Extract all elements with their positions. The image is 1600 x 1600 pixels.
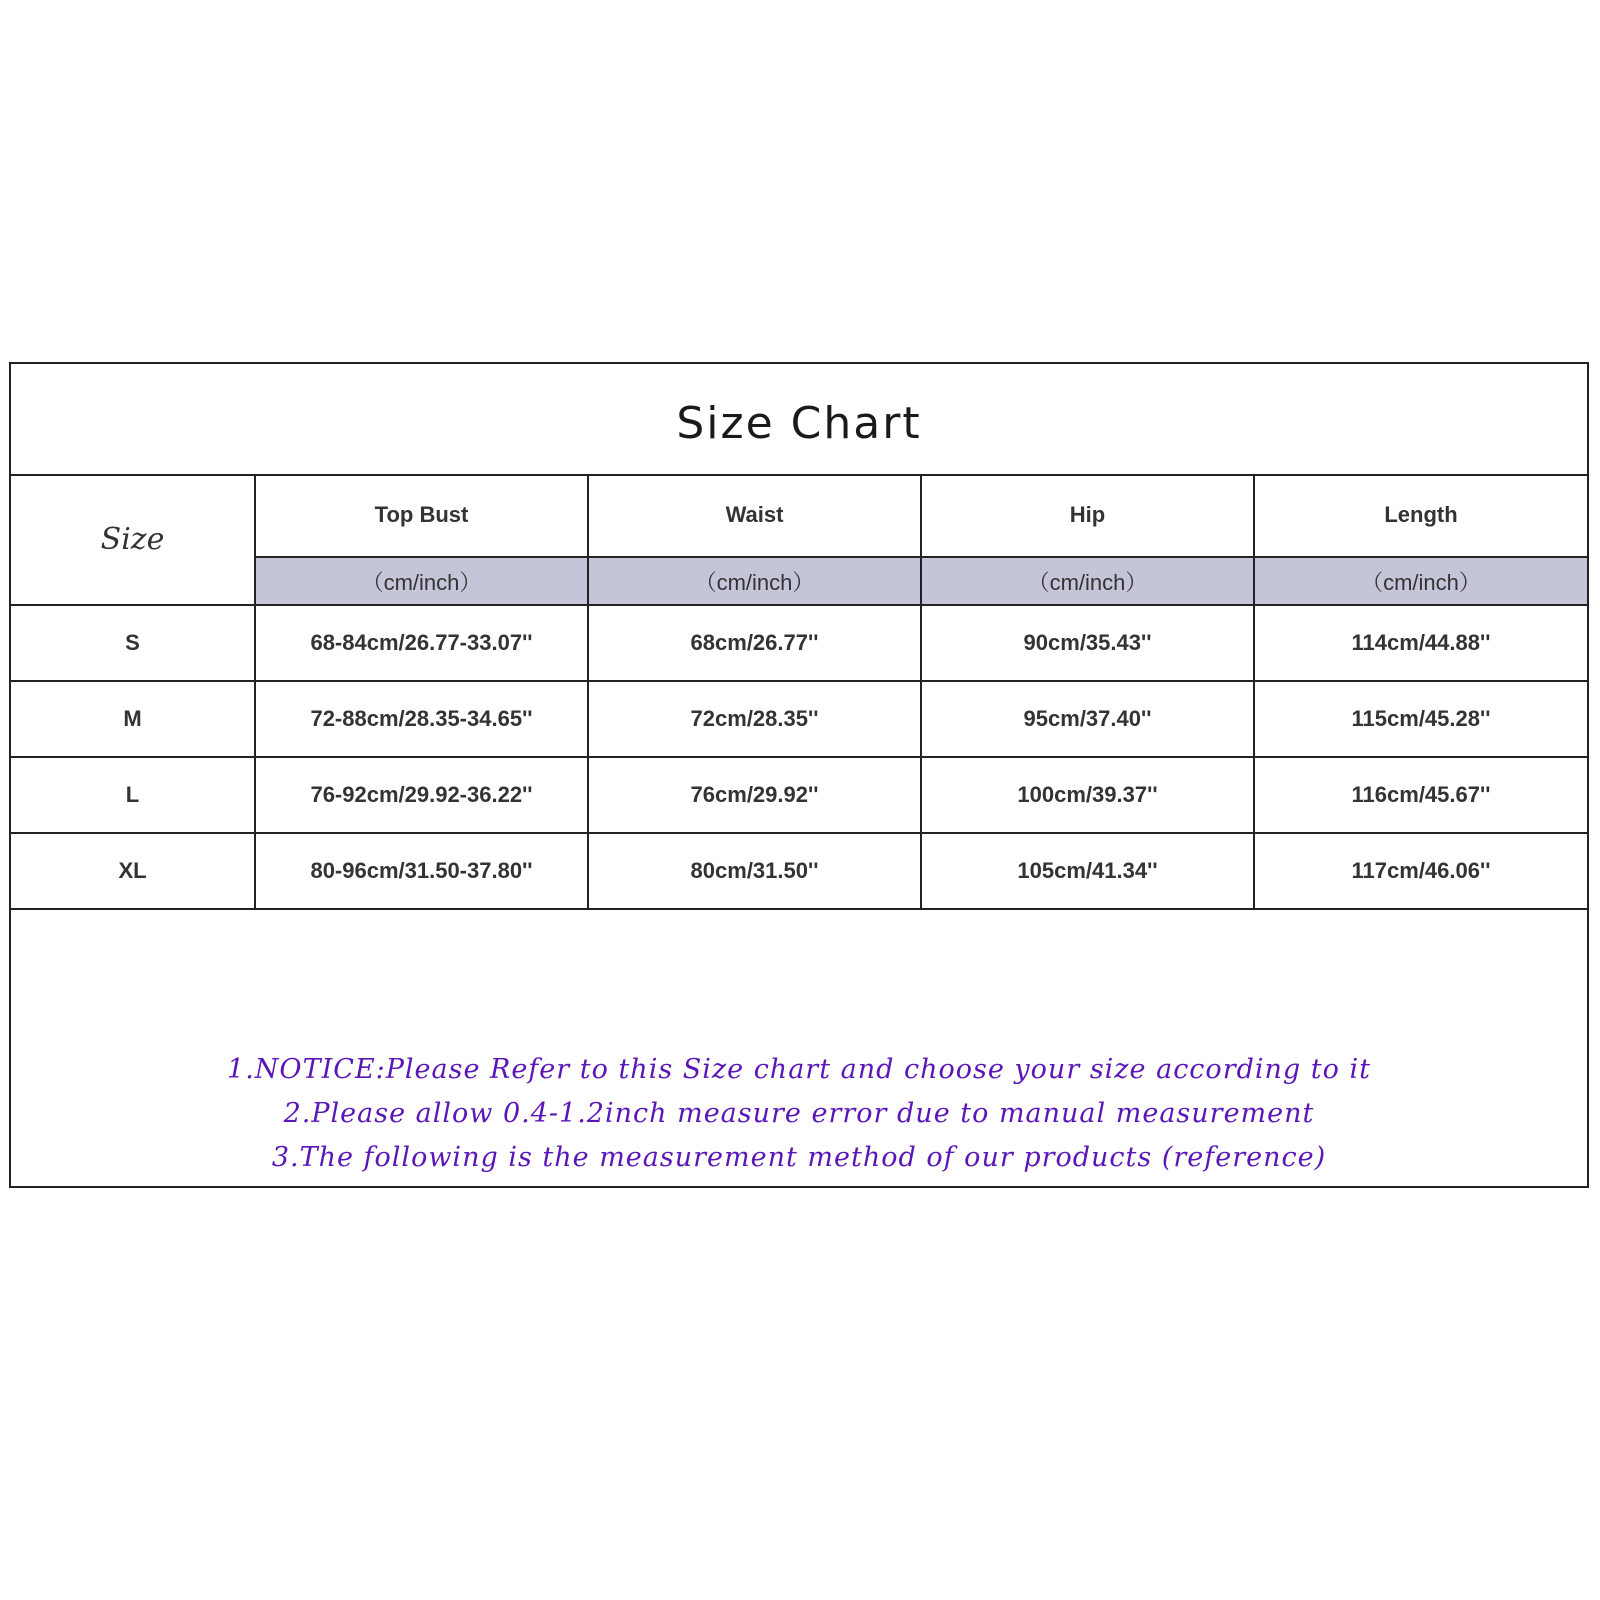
- note-line: 2.Please allow 0.4-1.2inch measure error due to manual measurement: [283, 1098, 1315, 1129]
- unit-hip: （cm/inch）: [921, 557, 1254, 605]
- size-label: L: [11, 757, 255, 833]
- table-row: [11, 681, 1587, 757]
- top-bust-value: 68-84cm/26.77-33.07'': [255, 605, 588, 681]
- size-label: S: [11, 605, 255, 681]
- table-row: [11, 833, 1587, 909]
- waist-value: 80cm/31.50'': [588, 833, 921, 909]
- notes-section: [11, 1017, 1587, 1187]
- length-value: 115cm/45.28'': [1254, 681, 1587, 757]
- column-header-waist: Waist: [588, 474, 921, 557]
- top-bust-value: 76-92cm/29.92-36.22'': [255, 757, 588, 833]
- length-value: 114cm/44.88'': [1254, 605, 1587, 681]
- unit-top-bust: （cm/inch）: [255, 557, 588, 605]
- size-table: [11, 474, 1587, 910]
- top-bust-value: 80-96cm/31.50-37.80'': [255, 833, 588, 909]
- length-value: 116cm/45.67'': [1254, 757, 1587, 833]
- column-header-top-bust: Top Bust: [255, 474, 588, 557]
- waist-value: 76cm/29.92'': [588, 757, 921, 833]
- unit-waist: （cm/inch）: [588, 557, 921, 605]
- waist-value: 72cm/28.35'': [588, 681, 921, 757]
- table-row: [11, 605, 1587, 681]
- hip-value: 100cm/39.37'': [921, 757, 1254, 833]
- size-label: M: [11, 681, 255, 757]
- column-header-length: Length: [1254, 474, 1587, 557]
- hip-value: 95cm/37.40'': [921, 681, 1254, 757]
- hip-value: 90cm/35.43'': [921, 605, 1254, 681]
- header-row: [11, 474, 1587, 557]
- column-header-hip: Hip: [921, 474, 1254, 557]
- unit-length: （cm/inch）: [1254, 557, 1587, 605]
- size-column-header: Size: [11, 474, 255, 605]
- note-line: 3.The following is the measurement method of our products (reference): [271, 1142, 1327, 1173]
- size-label: XL: [11, 833, 255, 909]
- size-chart: [9, 362, 1589, 1188]
- chart-title: Size Chart: [11, 364, 1587, 476]
- top-bust-value: 72-88cm/28.35-34.65'': [255, 681, 588, 757]
- table-row: [11, 757, 1587, 833]
- length-value: 117cm/46.06'': [1254, 833, 1587, 909]
- note-line: 1.NOTICE:Please Refer to this Size chart and choose your size according to it: [227, 1054, 1371, 1085]
- hip-value: 105cm/41.34'': [921, 833, 1254, 909]
- waist-value: 68cm/26.77'': [588, 605, 921, 681]
